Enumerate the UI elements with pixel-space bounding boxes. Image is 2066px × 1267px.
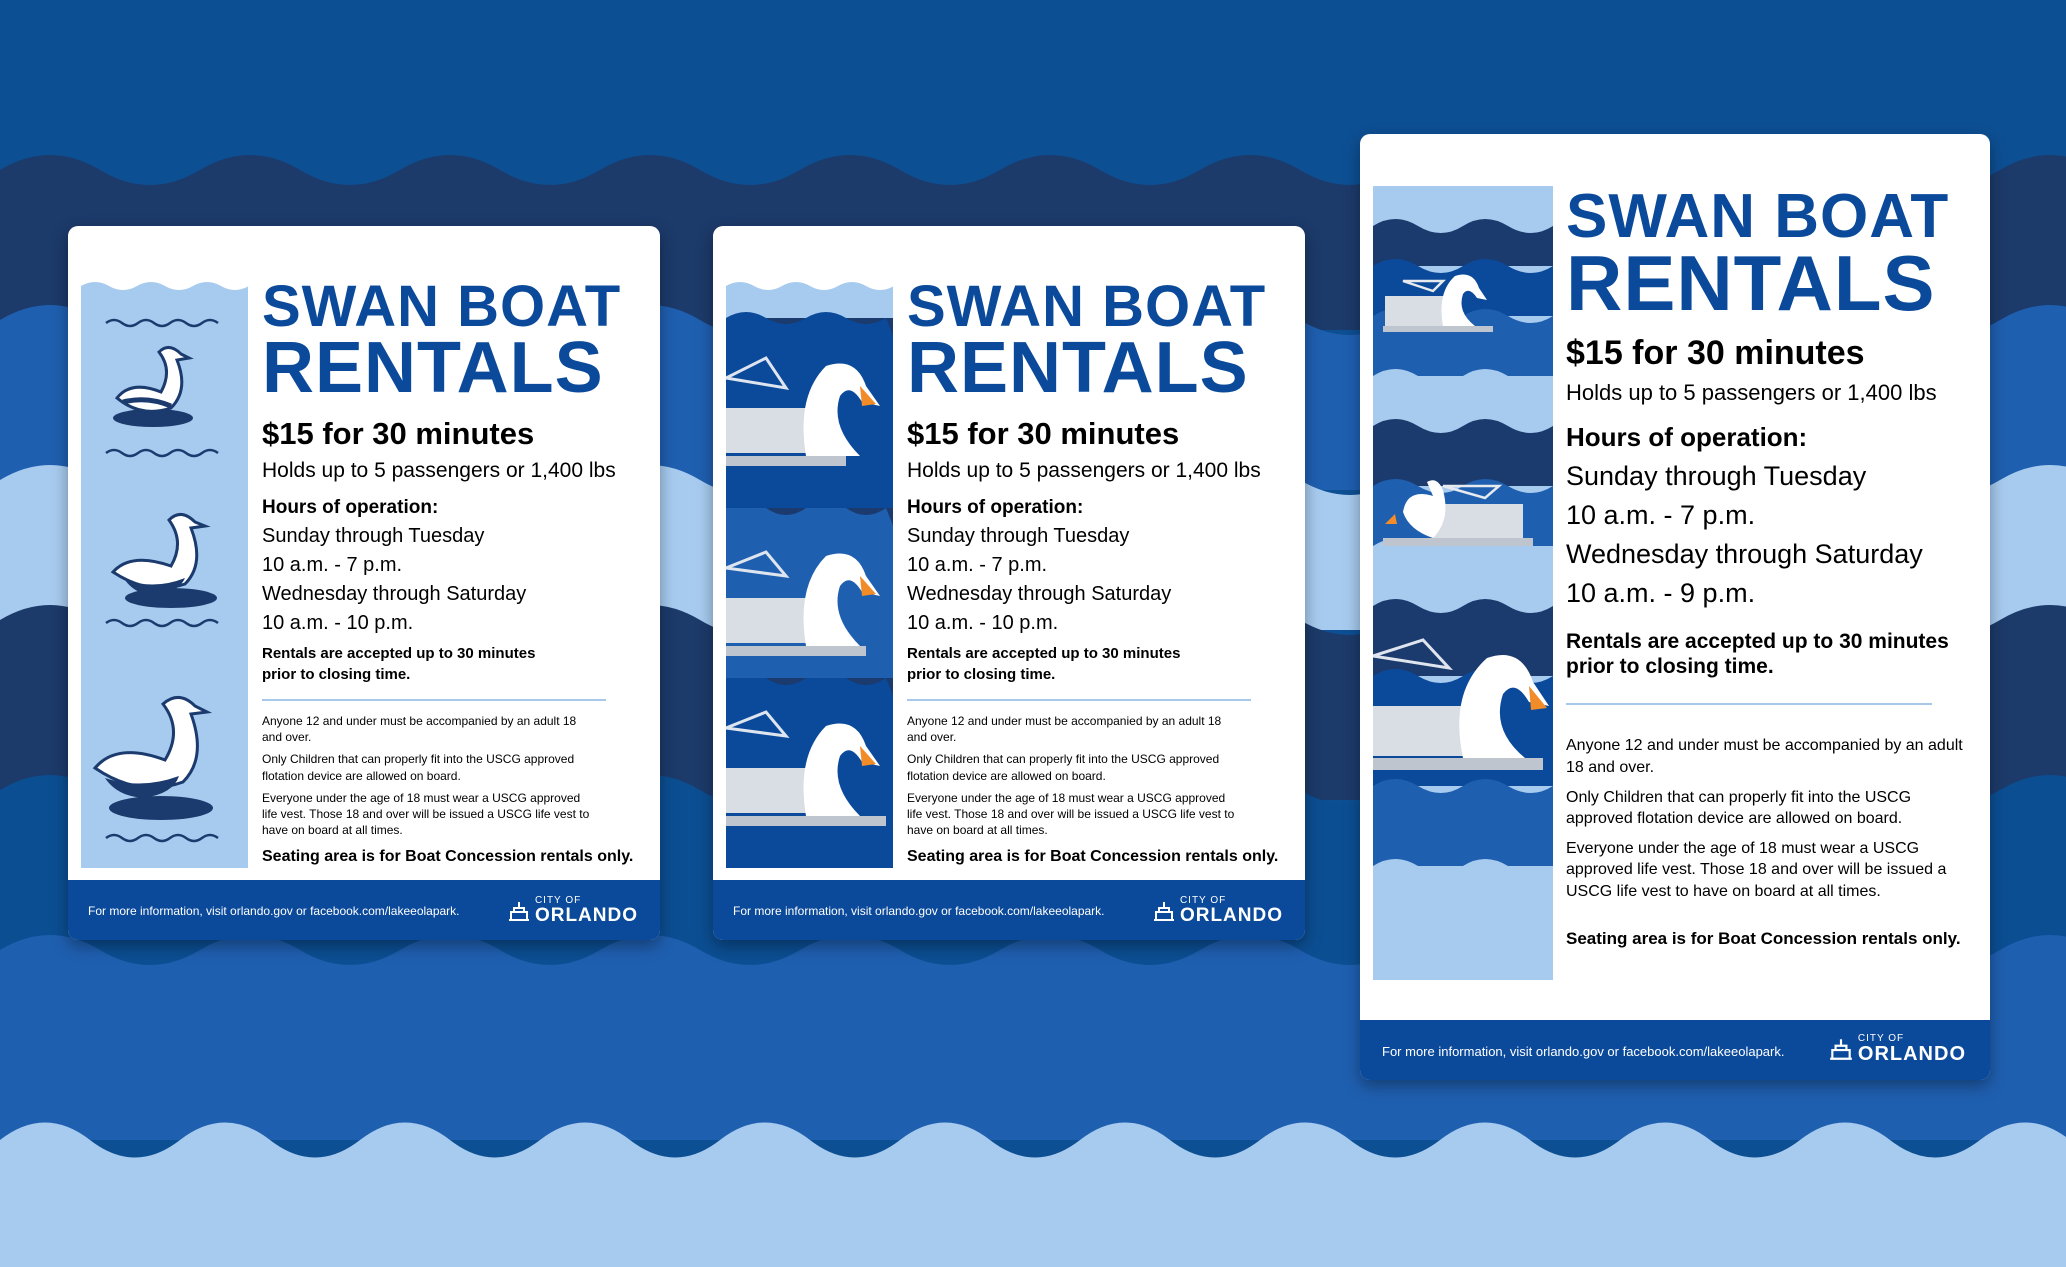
divider	[1566, 703, 1932, 705]
rule-2-line-2: flotation device are allowed on board.	[907, 768, 1106, 783]
times-2: 10 a.m. - 10 p.m.	[907, 612, 1059, 634]
price: $15 for 30 minutes	[1566, 334, 1865, 372]
logo-city-of: CITY OF	[1857, 1033, 1905, 1044]
city-of-orlando-logo	[1828, 1034, 1966, 1064]
footer-info: For more information, visit orlando.gov or facebook.com/lakeeolapark.	[88, 904, 460, 918]
rule-2-line-1: Only Children that can properly fit into the USCG approved	[262, 752, 575, 767]
times-1: 10 a.m. - 7 p.m.	[1566, 500, 1756, 530]
city-of-orlando-logo	[1152, 896, 1283, 925]
days-2: Wednesday through Saturday	[1566, 539, 1923, 569]
price: $15 for 30 minutes	[262, 416, 535, 451]
closing-note-line-1: Rentals are accepted up to 30 minutes	[262, 645, 536, 662]
hours-heading: Hours of operation:	[907, 497, 1084, 518]
sign-content	[1566, 182, 1976, 949]
times-1: 10 a.m. - 7 p.m.	[907, 554, 1048, 576]
sign-footer	[68, 880, 660, 940]
rules-list	[907, 713, 1293, 838]
title-line-2: RENTALS	[907, 328, 1249, 408]
logo-orlando: ORLANDO	[1179, 905, 1283, 926]
sign-content	[907, 274, 1293, 866]
rule-1-line-2: and over.	[907, 730, 957, 745]
closing-note	[907, 643, 1293, 685]
title-line-2: RENTALS	[262, 328, 604, 408]
logo-orlando: ORLANDO	[1857, 1043, 1966, 1065]
sign-icon-swans	[68, 226, 660, 940]
sign-wave-bands	[1360, 134, 1990, 1080]
times-2: 10 a.m. - 10 p.m.	[262, 612, 414, 634]
divider	[907, 699, 1251, 701]
city-hall-icon	[1828, 1037, 1854, 1061]
days-2: Wednesday through Saturday	[262, 583, 527, 605]
sign-illustrated-boats	[713, 226, 1305, 940]
days-1: Sunday through Tuesday	[1566, 461, 1867, 491]
days-1: Sunday through Tuesday	[262, 525, 485, 547]
rule-3-line-1: Everyone under the age of 18 must wear a USCG approved	[907, 790, 1226, 805]
capacity: Holds up to 5 passengers or 1,400 lbs	[262, 459, 616, 482]
city-of-orlando-logo	[507, 896, 638, 925]
rule-2: Only Children that can properly fit into the USCG approved flotation device are allowed on board.	[1566, 788, 1912, 828]
seating-note: Seating area is for Boat Concession rentals only.	[262, 848, 634, 866]
seating-note: Seating area is for Boat Concession rentals only.	[1566, 928, 1961, 948]
times-2: 10 a.m. - 9 p.m.	[1566, 578, 1756, 608]
sign-content	[262, 274, 648, 866]
wave-band-art-strip	[1373, 186, 1553, 980]
city-hall-icon	[507, 900, 531, 922]
closing-note	[262, 643, 648, 685]
hours-heading: Hours of operation:	[1566, 422, 1808, 452]
rule-3-line-2: life vest. Those 18 and over will be issued a USCG life vest to	[907, 806, 1235, 821]
rule-3-line-1: Everyone under the age of 18 must wear a USCG approved	[262, 790, 581, 805]
rules-list	[1566, 735, 1976, 902]
seating-note: Seating area is for Boat Concession rentals only.	[907, 848, 1279, 866]
closing-note-line-1: Rentals are accepted up to 30 minutes	[907, 645, 1181, 662]
rule-3: Everyone under the age of 18 must wear a USCG approved life vest. Those 18 and over will be issued a USCG life vest to have on board at all times.	[1566, 839, 1947, 900]
closing-note: Rentals are accepted up to 30 minutes prior to closing time.	[1566, 630, 1949, 679]
capacity: Holds up to 5 passengers or 1,400 lbs	[907, 459, 1261, 482]
rule-1-line-1: Anyone 12 and under must be accompanied by an adult 18	[262, 714, 577, 728]
title-line-1: SWAN BOAT	[907, 274, 1267, 339]
rule-1-line-2: and over.	[262, 730, 312, 745]
rules-list	[262, 713, 648, 838]
hours-heading: Hours of operation:	[262, 497, 439, 518]
title-line-1: SWAN BOAT	[1566, 182, 1950, 251]
rule-1: Anyone 12 and under must be accompanied by an adult 18 and over.	[1566, 737, 1963, 776]
rule-3-line-2: life vest. Those 18 and over will be issued a USCG life vest to	[262, 806, 590, 821]
rule-1-line-1: Anyone 12 and under must be accompanied by an adult 18	[907, 714, 1222, 728]
price: $15 for 30 minutes	[907, 416, 1180, 451]
sign-footer	[713, 880, 1305, 940]
swan-icon-art-strip	[81, 278, 248, 868]
times-1: 10 a.m. - 7 p.m.	[262, 554, 403, 576]
logo-city-of: CITY OF	[1179, 895, 1227, 906]
closing-note-line-2: prior to closing time.	[907, 666, 1056, 683]
divider	[262, 699, 606, 701]
title-line-1: SWAN BOAT	[262, 274, 622, 339]
sign-footer	[1360, 1020, 1990, 1080]
days-2: Wednesday through Saturday	[907, 583, 1172, 605]
days-1: Sunday through Tuesday	[907, 525, 1130, 547]
swan-boat-art-strip	[726, 278, 893, 868]
city-hall-icon	[1152, 900, 1176, 922]
footer-info: For more information, visit orlando.gov or facebook.com/lakeeolapark.	[733, 904, 1105, 918]
title-line-2: RENTALS	[1566, 239, 1936, 327]
rule-2-line-1: Only Children that can properly fit into the USCG approved	[907, 752, 1220, 767]
rule-2-line-2: flotation device are allowed on board.	[262, 768, 461, 783]
footer-info: For more information, visit orlando.gov or facebook.com/lakeeolapark.	[1382, 1044, 1785, 1059]
capacity: Holds up to 5 passengers or 1,400 lbs	[1566, 380, 1937, 405]
rule-3-line-3: have on board at all times.	[262, 823, 403, 838]
logo-orlando: ORLANDO	[534, 905, 638, 926]
closing-note-line-2: prior to closing time.	[262, 666, 411, 683]
logo-city-of: CITY OF	[534, 895, 582, 906]
rule-3-line-3: have on board at all times.	[907, 823, 1048, 838]
